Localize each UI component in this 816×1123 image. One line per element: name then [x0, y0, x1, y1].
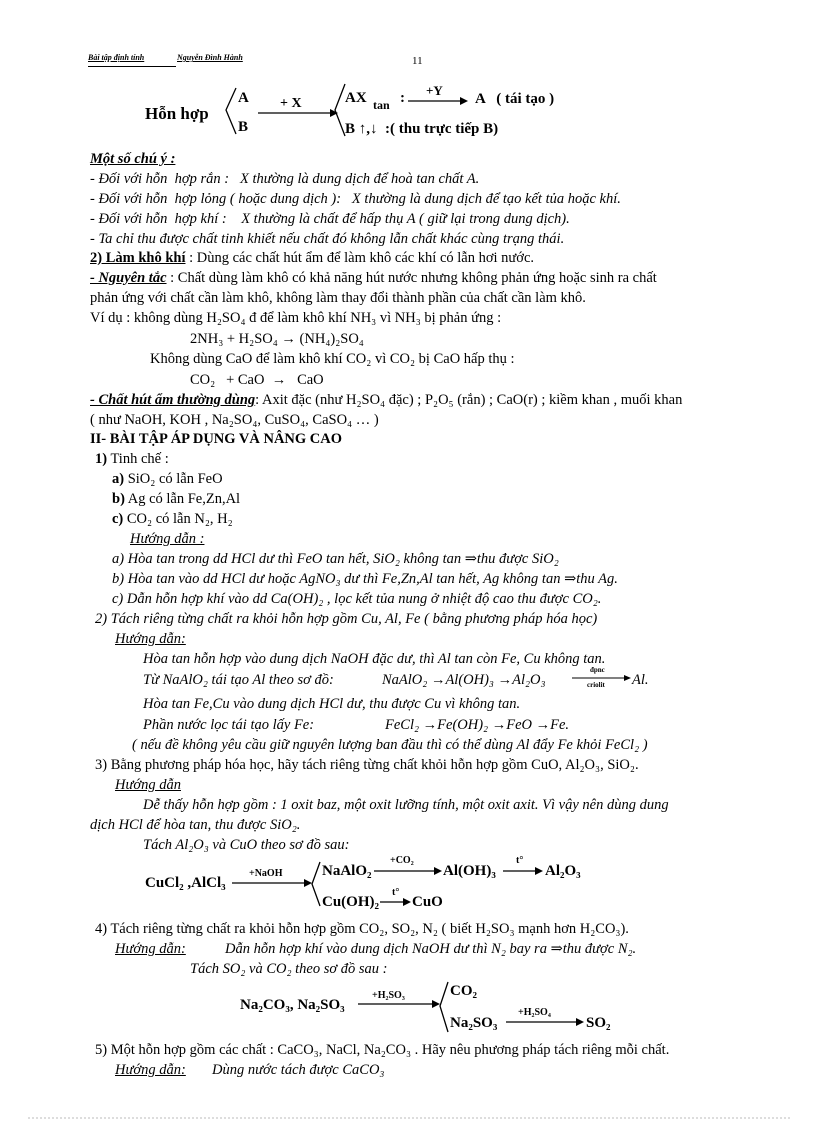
mixture-label: Hỗn hợp — [145, 104, 209, 123]
header-left: Bài tập định tính — [88, 53, 145, 62]
note-line: - Ta chỉ thu được chất tinh khiết nếu chất đó không lẫn chất khác cùng trạng thái. — [90, 231, 565, 247]
ex2-scheme-end: Al. — [632, 672, 649, 688]
drying-heading: 2) Làm khô khí — [90, 250, 186, 266]
ex2-line: ( nếu đề không yêu cầu giữ nguyên lượng ban đầu thì có thể dùng Al đẩy Fe khỏi FeCl₂ ) — [132, 737, 648, 753]
ex3-naoh: +NaOH — [249, 868, 283, 879]
ex1-item — [112, 472, 223, 487]
ex2-scheme: NaAlO₂ →Al(OH)₃ →Al₂O₃ — [382, 672, 546, 688]
equation-2: CO₂ + CaO → CaO — [190, 372, 324, 388]
desiccant-row — [90, 393, 682, 408]
desiccant-text-2: ( như NaOH, KOH , Na₂SO₄, CuSO₄, CaSO₄ … ) — [90, 412, 379, 428]
ex1-item — [112, 512, 233, 527]
ex5-guide-row — [115, 1063, 186, 1078]
reagent-x: + X — [280, 96, 302, 111]
ex4-guide: Hướng dẫn: — [115, 941, 186, 957]
ex2-title: 2) Tách riêng từng chất ra khỏi hỗn hợp gồm Cu, Al, Fe ( bằng phương pháp hóa học) — [95, 611, 598, 627]
ex3-naalo2: NaAlO₂ — [322, 863, 372, 879]
ex2-line: Phần nước lọc tái tạo lấy Fe: — [143, 717, 315, 733]
ex3-t1: t° — [516, 855, 524, 866]
desiccant-label: - Chất hút ẩm thường dùng — [90, 392, 256, 408]
ex3-cuo: CuO — [412, 894, 443, 910]
ex3-aloh3: Al(OH)₃ — [443, 863, 496, 879]
ex5-line: Dùng nước tách được CaCO₃ — [212, 1062, 385, 1078]
ex5-title: 5) Một hỗn hợp gồm các chất : CaCO₃, NaCl, Na₂CO₃ . Hãy nêu phương pháp tách riêng mỗi chất. — [95, 1042, 670, 1058]
reagent-y: +Y — [426, 83, 443, 98]
ex1-item-label: c) — [112, 511, 124, 527]
ax-sub: tan — [373, 98, 390, 112]
desiccant-text: : Axit đặc (như H₂SO₄ đặc) ; P₂O₅ (rắn) ; CaO(r) ; kiềm khan , muối khan — [255, 392, 683, 408]
cao-line: Không dùng CaO để làm khô khí CO₂ vì CO₂ bị CaO hấp thụ : — [150, 351, 515, 367]
ex4-guide-row — [115, 942, 186, 957]
ex1-item-label: b) — [112, 491, 125, 507]
equation-1: 2NH₃ + H₂SO₄ → (NH₄)₂SO₄ — [190, 331, 364, 347]
ex2-guide: Hướng dẫn: — [115, 631, 186, 647]
principle-row — [90, 271, 657, 286]
ex4-h2so4: +H₂SO₄ — [518, 1007, 551, 1018]
ex3-al2o3: Al₂O₃ — [545, 863, 581, 879]
principle-text-2: phản ứng với chất cần làm khô, không làm thay đổi thành phần của chất cần làm khô. — [90, 290, 586, 306]
ex2-line: Hòa tan hỗn hợp vào dung dịch NaOH đặc dư, thì Al tan còn Fe, Cu không tan. — [143, 651, 606, 667]
header-author: Nguyễn Đình Hành — [177, 53, 243, 62]
ex2-dpnc: đpnc — [590, 666, 605, 674]
ex4-na2so3: Na₂SO₃ — [450, 1015, 498, 1031]
note-line: - Đối với hỗn hợp khí : X thường là chất để hấp thụ A ( giữ lại trong dung dịch). — [90, 211, 570, 227]
principle-text: : Chất dùng làm khô có khả năng hút nước nhưng không phản ứng hoặc sinh ra chất — [166, 270, 657, 286]
ex1-answer: c) Dẫn hỗn hợp khí vào dd Ca(OH)₂ , lọc kết tủa nung ở nhiệt độ cao thu được CO₂. — [112, 591, 602, 607]
regenerate-text: A ( tái tạo ) — [475, 91, 555, 107]
ex1-item-label: a) — [112, 471, 125, 487]
ex4-start: Na₂CO₃, Na₂SO₃ — [240, 997, 345, 1013]
ex3-start: CuCl₂ ,AlCl₃ — [145, 875, 226, 891]
note-line: - Đối với hỗn hợp lỏng ( hoặc dung dịch ): X thường là dung dịch để tạo kết tủa hoặc khí. — [90, 191, 621, 207]
ex1-item-text: SiO₂ có lẫn FeO — [124, 471, 223, 487]
ex4-so2: SO₂ — [586, 1015, 611, 1031]
ex1-answer: b) Hòa tan vào dd HCl dư hoặc AgNO₃ dư thì Fe,Zn,Al tan hết, Ag không tan ⇒thu Ag. — [112, 571, 618, 587]
ex2-line: Từ NaAlO₂ tái tạo Al theo sơ đồ: — [143, 672, 334, 688]
ex4-co2: CO₂ — [450, 983, 477, 999]
note-line: - Đối với hỗn hợp rắn : X thường là dung dịch để hoà tan chất A. — [90, 171, 480, 187]
example-line: Ví dụ : không dùng H₂SO₄ đ để làm khô khí NH₃ vì NH₃ bị phản ứng : — [90, 310, 502, 326]
ax-label: AX — [345, 90, 367, 106]
notes-heading: Một số chú ý : — [90, 151, 176, 167]
ex1-num: 1) — [95, 451, 108, 467]
ex3-line: Tách Al₂O₃ và CuO theo sơ đồ sau: — [143, 837, 350, 853]
item-a: A — [238, 90, 249, 106]
ex4-line: Tách SO₂ và CO₂ theo sơ đồ sau : — [190, 961, 388, 977]
ex1-item — [112, 492, 240, 507]
ex3-line: dịch HCl để hòa tan, thu được SiO₂. — [90, 817, 301, 833]
ex3-guide: Hướng dẫn — [115, 777, 181, 793]
ex3-title: 3) Bằng phương pháp hóa học, hãy tách riêng từng chất khỏi hỗn hợp gồm CuO, Al₂O₃, SiO₂. — [95, 757, 639, 773]
ex5-guide: Hướng dẫn: — [115, 1062, 186, 1078]
ex3-line: Dễ thấy hỗn hợp gồm : 1 oxit baz, một oxit lưỡng tính, một oxit axit. Vì vậy nên dùng dung — [143, 797, 669, 813]
ex1-item-text: CO₂ có lẫn N₂, H₂ — [123, 511, 233, 527]
drying-heading-row — [90, 251, 534, 266]
ex1-item-text: Ag có lẫn Fe,Zn,Al — [124, 491, 241, 507]
principle-label: - Nguyên tắc — [90, 270, 167, 286]
ex1-title-row — [95, 452, 169, 467]
ex1-answer: a) Hòa tan trong dd HCl dư thì FeO tan hết, SiO₂ không tan ⇒thu được SiO₂ — [112, 551, 559, 567]
ex3-cuoh2: Cu(OH)₂ — [322, 894, 379, 910]
ex2-criolit: criolit — [587, 681, 605, 689]
ex1-title: Tinh chế : — [107, 451, 169, 467]
ax-colon: : — [400, 90, 405, 106]
item-b: B — [238, 119, 249, 135]
ex4-h2so3: +H₂SO₃ — [372, 990, 405, 1001]
ex4-title: 4) Tách riêng từng chất ra khỏi hỗn hợp gồm CO₂, SO₂, N₂ ( biết H₂SO₃ mạnh hơn H₂CO₃). — [95, 921, 629, 937]
b-direct-text: B ↑,↓ :( thu trực tiếp B) — [345, 121, 499, 137]
ex2-scheme-2: FeCl₂ →Fe(OH)₂ →FeO →Fe. — [385, 717, 570, 733]
ex3-t2: t° — [392, 887, 400, 898]
ex4-line: Dẫn hỗn hợp khí vào dung dịch NaOH dư thì N₂ bay ra ⇒thu được N₂. — [225, 941, 637, 957]
ex1-guide: Hướng dẫn : — [130, 531, 205, 547]
ex2-line: Hòa tan Fe,Cu vào dung dịch HCl dư, thu được Cu vì không tan. — [143, 696, 521, 712]
section-heading: II- BÀI TẬP ÁP DỤNG VÀ NÂNG CAO — [90, 431, 343, 447]
page-number: 11 — [412, 55, 423, 67]
drying-heading-rest: : Dùng các chất hút ẩm để làm khô các khí có lẫn hơi nước. — [185, 250, 535, 266]
ex3-co2: +CO₂ — [390, 855, 414, 866]
